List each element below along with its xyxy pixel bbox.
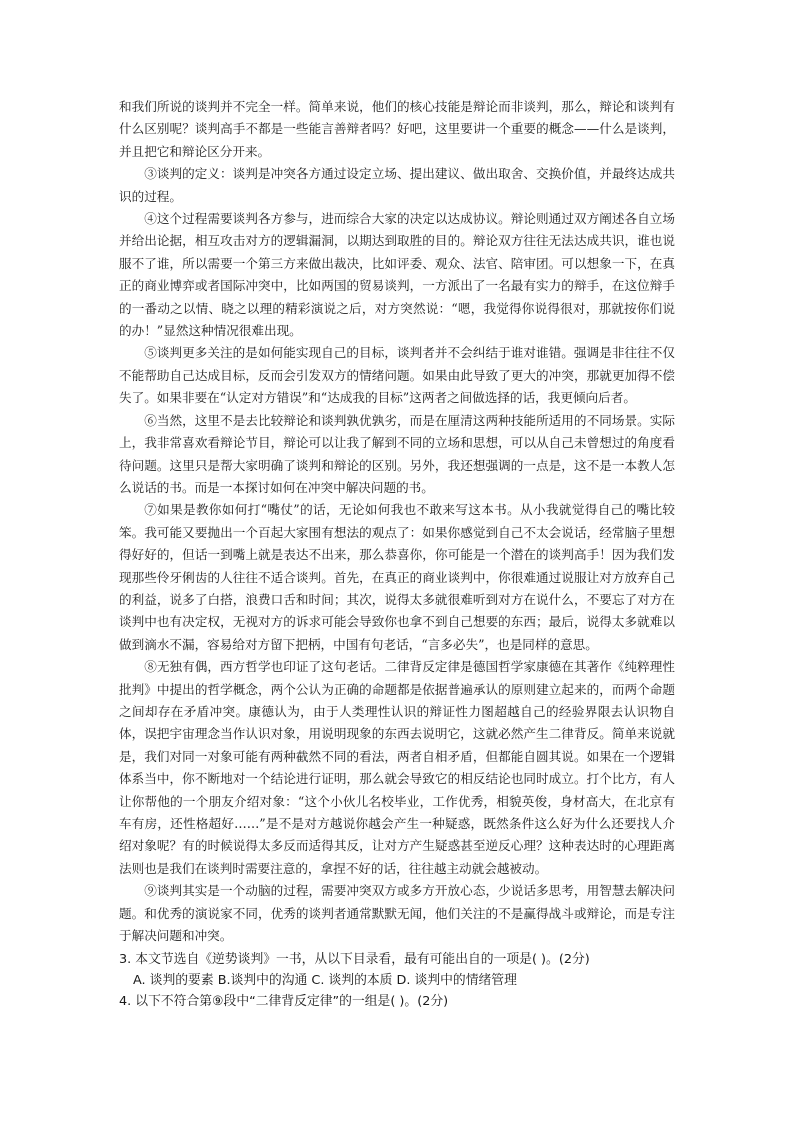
- paragraph-5: ⑤谈判更多关注的是如何能实现自己的目标，谈判者并不会纠结于谁对谁错。强调是非往往不仅不能帮助自己达成目标，反而会引发双方的情绪问题。如果由此导致了更大的冲突，那就更加得不偿失了。如果非要在“认定对方错误”和“达成我的目标”这两者之间做选择的话，我更倾向后者。: [119, 345, 675, 406]
- paragraph-4: ④这个过程需要谈判各方参与，进而综合大家的决定以达成协议。辩论则通过双方阐述各自立场并给出论据，相互攻击对方的逻辑漏洞，以期达到取胜的目的。辩论双方往往无法达成共识，谁也说服不了谁，所以需要一个第三方来做出裁决，比如评委、观众、法官、陪审团。可以想象一下，在真正的商业博弈或者国际冲突中，比如两国的贸易谈判，一方派出了一名最有实力的辩手，在这位辩手的一番动之以情、晓之以理的精彩演说之后，对方突然说：“嗯，我觉得你说得很对，那就按你们说的办！”显然这种情况很难出现。: [119, 211, 675, 339]
- question-3: 3. 本文节选自《逆势谈判》一书，从以下目录看，最有可能出自的一项是( )。(2分): [119, 952, 590, 968]
- paragraph-7: ⑦如果是教你如何打“嘴仗”的话，无论如何我也不敢来写这本书。从小我就觉得自己的嘴比较笨。我可能又要抛出一个百起大家围有想法的观点了：如果你感觉到自己不太会说话，经常脑子里想得好好的，但话一到嘴上就是表达不出来，那么恭喜你，你可能是一个潜在的谈判高手！因为我们发现那些伶牙俐齿的人往往不适合谈判。首先，在真正的商业谈判中，你很难通过说服让对方放弃自己的利益，说多了白搭，浪费口舌和时间；其次，说得太多就很难听到对方在说什么，不要忘了对方在谈判中也有决定权，无视对方的诉求可能会导致你也拿不到自己想要的东西；最后，说得太多就难以做到滴水不漏，容易给对方留下把柄，中国有句老话，“言多必失”，也是同样的意思。: [119, 502, 675, 652]
- paragraph-9: ⑨谈判其实是一个动脑的过程，需要冲突双方或多方开放心态，少说话多思考，用智慧去解决问题。和优秀的演说家不同，优秀的谈判者通常默默无闻，他们关注的不是赢得战斗或辩论，而是专注于解决问题和冲突。: [119, 883, 675, 944]
- paragraph-8: ⑧无独有偶，西方哲学也印证了这句老话。二律背反定律是德国哲学家康德在其著作《纯粹理性批判》中提出的哲学概念，两个公认为正确的命题都是依据普遍承认的原则建立起来的，而两个命题之间却存在矛盾冲突。康德认为，由于人类理性认识的辩证性力图超越自己的经验界限去认识物自体，误把宇宙理念当作认识对象，用说明现象的东西去说明它，这就必然产生二律背反。简单来说就是，我们对同一对象可能有两种截然不同的看法，两者自相矛盾，但都能自圆其说。如果在一个逻辑体系当中，你不断地对一个结论进行证明，那么就会导致它的相反结论也同时成立。打个比方，有人让你帮他的一个朋友介绍对象：“这个小伙儿名校毕业，工作优秀，相貌英俊，身材高大，在北京有车有房，还性格超好……”是不是对方越说你越会产生一种疑惑，既然条件这么好为什么还要找人介绍对象呢？有的时候说得太多反而适得其反，让对方产生疑惑甚至逆反心理？这种表达时的心理距离法则也是我们在谈判时需要注意的，拿捏不好的话，往往越主动就会越被动。: [119, 659, 675, 876]
- paragraph-intro: 和我们所说的谈判并不完全一样。简单来说，他们的核心技能是辩论而非谈判，那么，辩论和谈判有什么区别呢？谈判高手不都是一些能言善辩者吗？好吧，这里要讲一个重要的概念——什么是谈判，并且把它和辩论区分开来。: [119, 99, 675, 159]
- paragraph-6: ⑥当然，这里不是去比较辩论和谈判孰优孰劣，而是在厘清这两种技能所适用的不同场景。实际上，我非常喜欢看辩论节目，辩论可以让我了解到不同的立场和思想，可以从自己未曾想过的角度看待问题。这里只是帮大家明确了谈判和辩论的区别。另外，我还想强调的一点是，这不是一本教人怎么说话的书。而是一本探讨如何在冲突中解决问题的书。: [119, 412, 675, 495]
- questions-section: [119, 949, 675, 1012]
- question-3-options: A. 谈判的要素 B.谈判中的沟通 C. 谈判的本质 D. 谈判中的情绪管理: [133, 973, 517, 989]
- paragraph-3: ③谈判的定义：谈判是冲突各方通过设定立场、提出建议、做出取舍、交换价值，并最终达成共识的过程。: [119, 166, 675, 204]
- question-4: 4. 以下不符合第⑨段中“二律背反定律”的一组是( )。(2分): [119, 994, 449, 1010]
- document-page: [119, 96, 675, 1012]
